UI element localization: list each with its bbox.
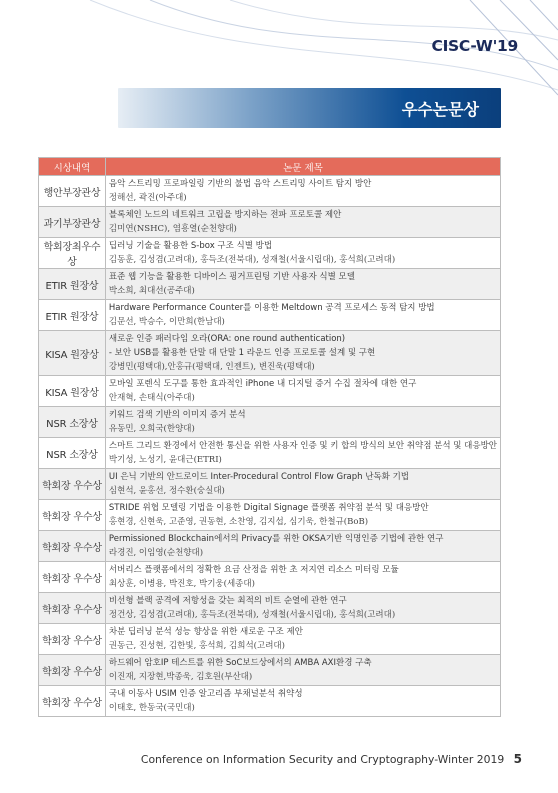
paper-title: - 보안 USB를 활용한 단말 대 단말 1 라운드 인증 프로토콜 설계 및 구현 <box>108 348 376 358</box>
paper-cell <box>105 176 500 207</box>
paper-authors: 김동훈, 김성겸(고려대), 홍득조(전북대), 성재철(서울시립대), 홍석희(고려대) <box>108 255 396 265</box>
table-row <box>39 238 501 269</box>
paper-cell <box>105 300 500 331</box>
table-row <box>39 469 501 500</box>
paper-cell <box>105 331 500 376</box>
paper-cell <box>105 500 500 531</box>
paper-title: Permissioned Blockchain에서의 Privacy를 위한 OKSA기반 익명인증 기법에 관한 연구 <box>108 534 444 544</box>
conference-logo: CISC-W'19 <box>431 37 518 55</box>
paper-authors: 정건상, 김성겸(고려대), 홍득조(전북대), 성재철(서울시립대), 홍석희(고려대) <box>108 610 396 620</box>
table-header-row <box>39 158 501 176</box>
paper-cell <box>105 269 500 300</box>
column-header-title: 논문 제목 <box>105 158 500 176</box>
paper-title: 새로운 인증 패러다임 오라(ORA: one round authentication) <box>108 334 346 344</box>
table-row <box>39 655 501 686</box>
table-row <box>39 500 501 531</box>
paper-title: 서버리스 플랫폼에서의 정확한 요금 산정을 위한 초 저지연 리소스 미터링 모듈 <box>108 565 399 575</box>
table-row <box>39 376 501 407</box>
award-name: 학회장 우수상 <box>39 655 106 686</box>
award-rows <box>39 176 501 717</box>
paper-authors: 최상훈, 이병용, 박진호, 박기웅(세종대) <box>108 579 255 589</box>
page-footer <box>141 752 522 766</box>
table-row <box>39 207 501 238</box>
award-name: 학회장 우수상 <box>39 500 106 531</box>
footer-conference-name: Conference on Information Security and Cryptography-Winter 2019 <box>140 753 505 766</box>
award-name: 학회장 우수상 <box>39 469 106 500</box>
table-row <box>39 300 501 331</box>
paper-authors: 홍현경, 신현욱, 고준영, 권동현, 소찬영, 김지섭, 심기욱, 한철규(BoB) <box>108 517 369 527</box>
table-row <box>39 624 501 655</box>
paper-cell <box>105 624 500 655</box>
table-row <box>39 686 501 717</box>
award-name: 행안부장관상 <box>39 176 106 207</box>
paper-authors: 이진재, 지장현,박종욱, 김호원(부산대) <box>108 672 253 682</box>
award-name: 과기부장관상 <box>39 207 106 238</box>
award-name: 학회장 우수상 <box>39 562 106 593</box>
paper-title: 표준 웹 기능을 활용한 디바이스 핑거프린팅 기반 사용자 식별 모델 <box>108 272 355 282</box>
paper-title: 모바일 포렌식 도구를 통한 효과적인 iPhone 내 디지털 증거 수집 절차에 대한 연구 <box>108 379 417 389</box>
paper-authors: 박소희, 최대선(공주대) <box>108 286 195 296</box>
award-name: KISA 원장상 <box>39 331 106 376</box>
paper-cell <box>105 593 500 624</box>
paper-title: Hardware Performance Counter를 이용한 Meltdown 공격 프로세스 동적 탐지 방법 <box>108 303 435 313</box>
section-title: 우수논문상 <box>401 100 479 119</box>
paper-title: 키워드 검색 기반의 이미지 증거 분석 <box>108 410 246 420</box>
table-row <box>39 176 501 207</box>
paper-title: 차분 딥러닝 분석 성능 향상을 위한 새로운 구조 제안 <box>108 627 303 637</box>
section-banner <box>118 88 501 128</box>
award-name: ETIR 원장상 <box>39 300 106 331</box>
paper-cell <box>105 562 500 593</box>
paper-cell <box>105 376 500 407</box>
paper-title: 비선형 블랙 공격에 저항성을 갖는 최적의 비트 순열에 관한 연구 <box>108 596 347 606</box>
paper-title: STRIDE 위협 모델링 기법을 이용한 Digital Signage 플랫폼 취약점 분석 및 대응방안 <box>108 503 429 513</box>
award-name: 학회장 우수상 <box>39 531 106 562</box>
paper-cell <box>105 655 500 686</box>
award-name: 학회장 우수상 <box>39 686 106 717</box>
table-row <box>39 269 501 300</box>
paper-authors: 박기성, 노성기, 윤대근(ETRI) <box>108 455 222 465</box>
paper-cell <box>105 686 500 717</box>
paper-title: 딥러닝 기술을 활용한 S-box 구조 식별 방법 <box>108 241 273 251</box>
table-row <box>39 531 501 562</box>
paper-cell <box>105 238 500 269</box>
paper-authors: 강병민(평택대),안홍규(평택대, 인젠트), 변진욱(평택대) <box>108 362 315 372</box>
award-table <box>38 157 501 717</box>
paper-title: 국내 이동사 USIM 인증 알고리즘 부채널분석 취약성 <box>108 689 303 699</box>
paper-authors: 정해선, 곽진(아주대) <box>108 193 187 203</box>
award-name: ETIR 원장상 <box>39 269 106 300</box>
table-row <box>39 407 501 438</box>
paper-authors: 유동민, 오희국(한양대) <box>108 424 195 434</box>
award-name: NSR 소장상 <box>39 407 106 438</box>
paper-title: 블록체인 노드의 네트워크 고립을 방지하는 전파 프로토콜 제안 <box>108 210 342 220</box>
award-name: NSR 소장상 <box>39 438 106 469</box>
table-row <box>39 331 501 376</box>
table-row <box>39 438 501 469</box>
paper-authors: 이태호, 한동국(국민대) <box>108 703 195 713</box>
table-row <box>39 562 501 593</box>
award-name: KISA 원장상 <box>39 376 106 407</box>
table-row <box>39 593 501 624</box>
column-header-award: 시상내역 <box>39 158 106 176</box>
award-name: 학회장 우수상 <box>39 593 106 624</box>
paper-authors: 심현석, 윤홍선, 정수환(숭실대) <box>108 486 225 496</box>
award-name: 학회장최우수상 <box>39 238 106 269</box>
paper-authors: 김미연(NSHC), 염흥열(순천향대) <box>108 224 237 234</box>
paper-authors: 안재혁, 손태식(아주대) <box>108 393 195 403</box>
paper-authors: 라경진, 이임영(순천향대) <box>108 548 204 558</box>
paper-title: 스마트 그리드 환경에서 안전한 통신을 위한 사용자 인증 및 키 합의 방식의 보안 취약점 분석 및 대응방안 <box>108 441 497 451</box>
paper-title: UI 은닉 기반의 안드로이드 Inter-Procedural Control Flow Graph 난독화 기법 <box>108 472 410 482</box>
paper-authors: 권동근, 진성현, 김한빛, 홍석희, 김희석(고려대) <box>108 641 285 651</box>
paper-cell <box>105 438 500 469</box>
page-number: 5 <box>513 752 522 766</box>
paper-cell <box>105 207 500 238</box>
paper-cell <box>105 531 500 562</box>
paper-cell <box>105 407 500 438</box>
award-name: 학회장 우수상 <box>39 624 106 655</box>
paper-title: 음악 스트리밍 프로파일링 기반의 불법 음악 스트리밍 사이트 탐지 방안 <box>108 179 372 189</box>
paper-title: 하드웨어 암호IP 테스트를 위한 SoC보드상에서의 AMBA AXI환경 구축 <box>108 658 372 668</box>
paper-authors: 김문선, 박승수, 이만희(한남대) <box>108 317 225 327</box>
paper-cell <box>105 469 500 500</box>
